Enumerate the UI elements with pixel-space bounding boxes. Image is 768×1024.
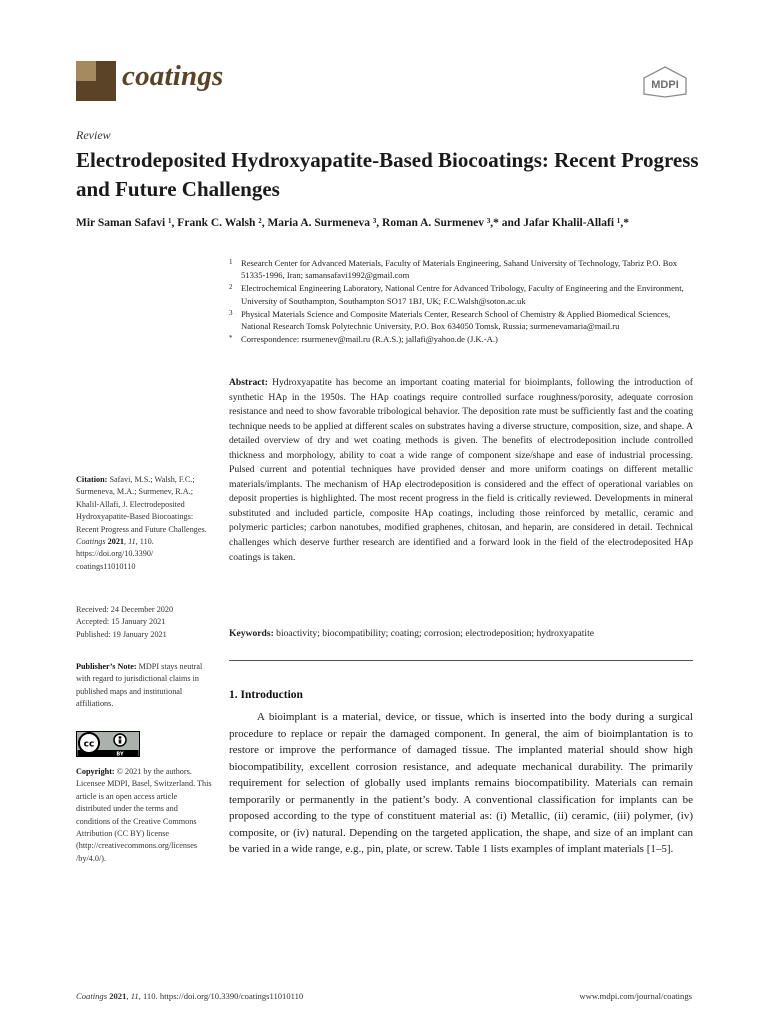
introduction-paragraph: A bioimplant is a material, device, or tissue, which is inserted into the body during a surgical procedure to replace or repair the damaged component. In general, the aim of bioimplantation is to restore or improve the performance of damaged tissue. The implanted material should show high biocompatibility, excellent corrosion resistance, and adequate mechanical durability. The primarily requirement for selection of globally used implants remains biocompatibility. Materials can remain temporarily or permanently in the patient’s body. A conventional classification for implants can be proposed according to the type of constituent material as: (i) Metallic, (ii) ceramic, (iii) polymer, (iv) composite, or (iv) natural. Depending on the targeted application, the shape, and size of an implant can be varied in a wide range, e.g., pin, plate, or screw. Table 1 lists examples of implant materials [1–5]. (229, 711, 693, 855)
abstract-text: Hydroxyapatite has become an important coating material for bioimplants, following the introduction of synthetic HAp in the 1950s. The HAp coatings require controlled surface roughness/porosity, adequate corrosion resistance and need to show favorable tribological behavior. The deposition rate must be sufficiently fast and the coating technique needs to be applied at different scales on substrates having a diverse structure, composition, size, and shape. A detailed overview of dry and wet coating methods is given. The benefits of electrodeposition include controlled thickness and morphology, ability to coat a wide range of component size/shape and ease of industrial processing. Pulsed current and potential techniques have provided denser and more uniform coatings on different metallic materials/implants. The mechanism of HAp electrodeposition is considered and the effect of operational variables on deposit properties is highlighted. The most recent progress in the field is critically reviewed. Developments in mineral substituted and included particle, composite HAp coatings, including those reinforced by metallic, ceramic and polymeric particles; carbon nanotubes, modified graphenes, chitosan, and heparin, are considered in detail. Technical challenges which deserve further research are identified and a forward look in the field of the electrodeposited HAp coatings is taken. (229, 377, 693, 563)
footer-journal-url[interactable]: www.mdpi.com/journal/coatings (579, 991, 692, 1001)
received-date: Received: 24 December 2020 (76, 605, 174, 614)
author-list: Mir Saman Safavi ¹, Frank C. Walsh ², Maria A. Surmeneva ³, Roman A. Surmenev ³,* and Jafar Khalil-Allafi ¹,* (76, 217, 629, 229)
citation-label: Citation: (76, 475, 108, 484)
section-divider (229, 660, 693, 661)
keywords-label: Keywords: (229, 628, 274, 639)
journal-name: coatings (122, 60, 224, 92)
article-title: Electrodeposited Hydroxyapatite-Based Biocoatings: Recent Progress and Future Challenges (76, 148, 699, 201)
citation-doi-link[interactable]: , 110. https://doi.org/10.3390/ coatings11010110 (76, 537, 154, 571)
affiliation-item: 2 Electrochemical Engineering Laboratory, National Centre for Advanced Tribology, Faculty of Engineering and the Environment, University of Southampton, Southampton SO17 1BJ, UK; F.C.Walsh@soton.ac.uk (229, 283, 684, 306)
publisher-note: Publisher’s Note: MDPI stays neutral with regard to jurisdictional claims in published maps and institutional affiliations. (76, 662, 203, 709)
abstract-label: Abstract: (229, 377, 268, 388)
footer-citation: Coatings 2021, 11, 110. https://doi.org/10.3390/coatings11010110 (76, 991, 304, 1001)
svg-text:cc: cc (83, 739, 95, 750)
affiliation-item: 1 Research Center for Advanced Materials, Faculty of Materials Engineering, Sahand University of Technology, Tabriz P.O. Box 51335-1996, Iran; samansafavi1992@gmail.com (229, 258, 678, 281)
publisher-logo-text: MDPI (651, 79, 679, 91)
article-type: Review (76, 128, 111, 142)
section-heading: 1. Introduction (229, 689, 303, 701)
abstract (229, 376, 693, 565)
affiliation-item: 3 Physical Materials Science and Composite Materials Center, Research School of Chemistry & Applied Biomedical Sciences, National Research Tomsk Polytechnic University, P.O. Box 634050 Tomsk, Russia; surmenevamaria@mail.ru (229, 308, 671, 332)
publication-dates (76, 604, 214, 641)
journal-logo-icon (76, 61, 116, 101)
affiliations (229, 257, 699, 346)
cc-by-license-icon[interactable] (76, 731, 140, 757)
correspondence: * Correspondence: rsurmenev@mail.ru (R.A.S.); jallafi@yahoo.de (J.K.-A.) (229, 334, 498, 345)
published-date: Published: 19 January 2021 (76, 629, 167, 639)
keywords (229, 628, 693, 639)
keywords-text: bioactivity; biocompatibility; coating; corrosion; electrodeposition; hydroxyapatite (276, 628, 595, 639)
accepted-date: Accepted: 15 January 2021 (76, 617, 166, 627)
svg-text:BY: BY (116, 751, 124, 757)
copyright-notice: Copyright: © 2021 by the authors. Licensee MDPI, Basel, Switzerland. This article is an open access article distributed under the terms and conditions of the Creative Commons Attribution (CC BY) license (http://creativecommons.org/licenses /by/4.0/). (76, 767, 212, 863)
mdpi-logo-icon (641, 66, 689, 98)
citation-block: Citation: Safavi, M.S.; Walsh, F.C.; Surmeneva, M.A.; Surmenev, R.A.; Khalil-Allafi, J. Electrodeposited Hydroxyapatite-Based Biocoatings: Recent Progress and Future Challenges. Coatings 2021, 11, 110. https://doi.org/10.3390/ coatings11010110 (76, 475, 207, 571)
